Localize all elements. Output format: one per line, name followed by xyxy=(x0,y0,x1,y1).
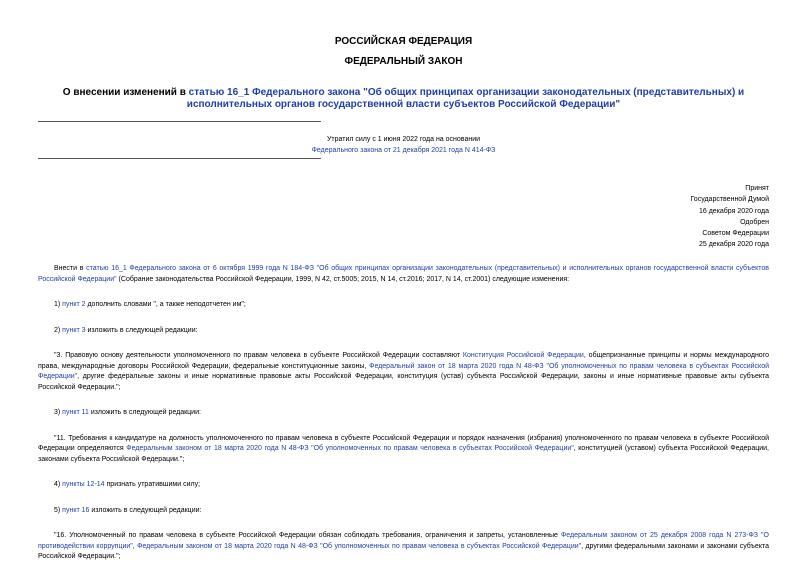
country-heading: РОССИЙСКАЯ ФЕДЕРАЦИЯ xyxy=(334,36,473,47)
law-48fz-link[interactable]: Федеральный закон от 18 марта 2020 года N 48-ФЗ "Об уполномоченных по правам человека в субъектах Российской Федерации" xyxy=(38,362,769,380)
text-fragment: "3. Правовую основу деятельности уполномоченного по правам человека в субъекте Российской Федерации составляют xyxy=(54,352,463,359)
law-48fz-link[interactable]: Федеральным законом от 18 марта 2020 года N 48-ФЗ "Об уполномоченных по правам человека в субъектах Российской Федерации" xyxy=(126,445,574,452)
adopted-date: 16 декабря 2020 года xyxy=(698,207,769,215)
clause-11-text xyxy=(38,434,769,466)
adoption-block xyxy=(569,183,769,251)
text-fragment: , другие федеральные законы и иные нормативные правовые акты Российской Федерации, конституция (устав) субъекта Российской Федерации, законы и иные нормативные правовые акты субъекта Российской Федерации."; xyxy=(38,373,769,391)
text-fragment: изложить в следующей редакции: xyxy=(89,506,202,514)
text-fragment: "16. Уполномоченный по правам человека в субъекте Российской Федерации обязан соблюдать требования, ограничения и запреты, установленные xyxy=(54,532,561,539)
clause-16-link[interactable]: пункт 16 xyxy=(62,506,90,514)
status-note xyxy=(0,134,807,156)
divider-top xyxy=(38,121,321,122)
clause-11-link[interactable]: пункт 11 xyxy=(62,409,89,416)
item-number: 2) xyxy=(54,326,63,334)
status-line: Утратил силу с 1 июня 2022 года на основании xyxy=(326,136,481,143)
adopted-by: Государственной Думой xyxy=(690,196,769,204)
amendment-item-1 xyxy=(38,300,769,311)
law-48fz-link[interactable]: Федеральным законом от 18 марта 2020 года N 48-ФЗ "Об уполномоченных по правам человека в субъектах Российской Федерации" xyxy=(137,542,582,550)
clause-2-link[interactable]: пункт 2 xyxy=(62,301,86,308)
item-number: 4) xyxy=(54,481,63,488)
adopted-label: Принят xyxy=(745,185,769,192)
approved-by: Советом Федерации xyxy=(702,230,769,238)
item-number: 3) xyxy=(54,409,63,416)
law-body xyxy=(38,264,769,563)
approved-label: Одобрен xyxy=(740,218,769,226)
text-fragment: , конституцией (уставом) субъекта Российской Федерации, законами субъекта Российской Федерации."; xyxy=(38,445,769,463)
amendment-item-4 xyxy=(38,480,769,491)
text-fragment: , общепризнанные принципы и нормы международного права, международные договоры Российской Федерации, федеральные конституционные законы, xyxy=(38,352,769,370)
divider-bottom xyxy=(38,158,321,159)
constitution-link[interactable]: Конституция Российской Федерации xyxy=(462,352,584,359)
item-number: 1) xyxy=(54,301,63,308)
intro-paragraph xyxy=(38,264,769,285)
text-fragment: изложить в следующей редакции: xyxy=(85,326,198,334)
text-fragment: изложить в следующей редакции: xyxy=(88,409,201,416)
document-type-heading: ФЕДЕРАЛЬНЫЙ ЗАКОН xyxy=(344,56,463,67)
item-number: 5) xyxy=(54,506,63,514)
article-link[interactable]: статью 16_1 Федерального закона от 6 октября 1999 года N 184-ФЗ "Об общих принципах организации законодательных (представительных) и исполнительных органов государственной власти субъектов Российской Федерации" xyxy=(38,265,769,283)
amendment-item-3 xyxy=(38,408,769,419)
document-title xyxy=(20,87,787,111)
text-fragment: , другими федеральными законами и законами субъекта Российской Федерации."; xyxy=(38,542,769,560)
clause-3-text xyxy=(38,351,769,393)
law-273fz-link[interactable]: Федеральным законом от 25 декабря 2008 года N 273-ФЗ "О противодействии коррупции" xyxy=(38,532,769,550)
clauses-12-14-link[interactable]: пункты 12-14 xyxy=(62,481,105,488)
approved-date: 25 декабря 2020 года xyxy=(698,241,769,249)
text-fragment: Внести в xyxy=(54,265,87,272)
text-fragment: , xyxy=(132,542,138,550)
text-fragment: дополнить словами ", а также неподотчетен им"; xyxy=(85,301,246,308)
clause-16-text xyxy=(38,531,769,563)
repeal-law-link[interactable]: Федерального закона от 21 декабря 2021 года N 414-ФЗ xyxy=(311,147,496,154)
title-article-link[interactable]: статью 16_1 Федерального закона "Об общих принципах организации законодательных (представительных) и исполнительных органов государственной власти субъектов Российской Федерации" xyxy=(186,87,745,110)
clause-3-link[interactable]: пункт 3 xyxy=(62,326,86,334)
text-fragment: (Собрание законодательства Российской Федерации, 1999, N 42, ст.5005; 2015, N 14, ст.2016; 2017, N 14, ст.2001) следующие изменения: xyxy=(116,275,570,283)
amendment-item-5 xyxy=(38,506,769,517)
amendment-item-2 xyxy=(38,326,769,337)
text-fragment: признать утратившими силу; xyxy=(104,481,201,488)
title-prefix: О внесении изменений в xyxy=(62,87,189,98)
text-fragment: "11. Требования к кандидатуре на должность уполномоченного по правам человека в субъекте Российской Федерации и порядок назначения (избрания) уполномоченного по правам человека в субъекте Российской Федерации определяются xyxy=(38,434,769,452)
